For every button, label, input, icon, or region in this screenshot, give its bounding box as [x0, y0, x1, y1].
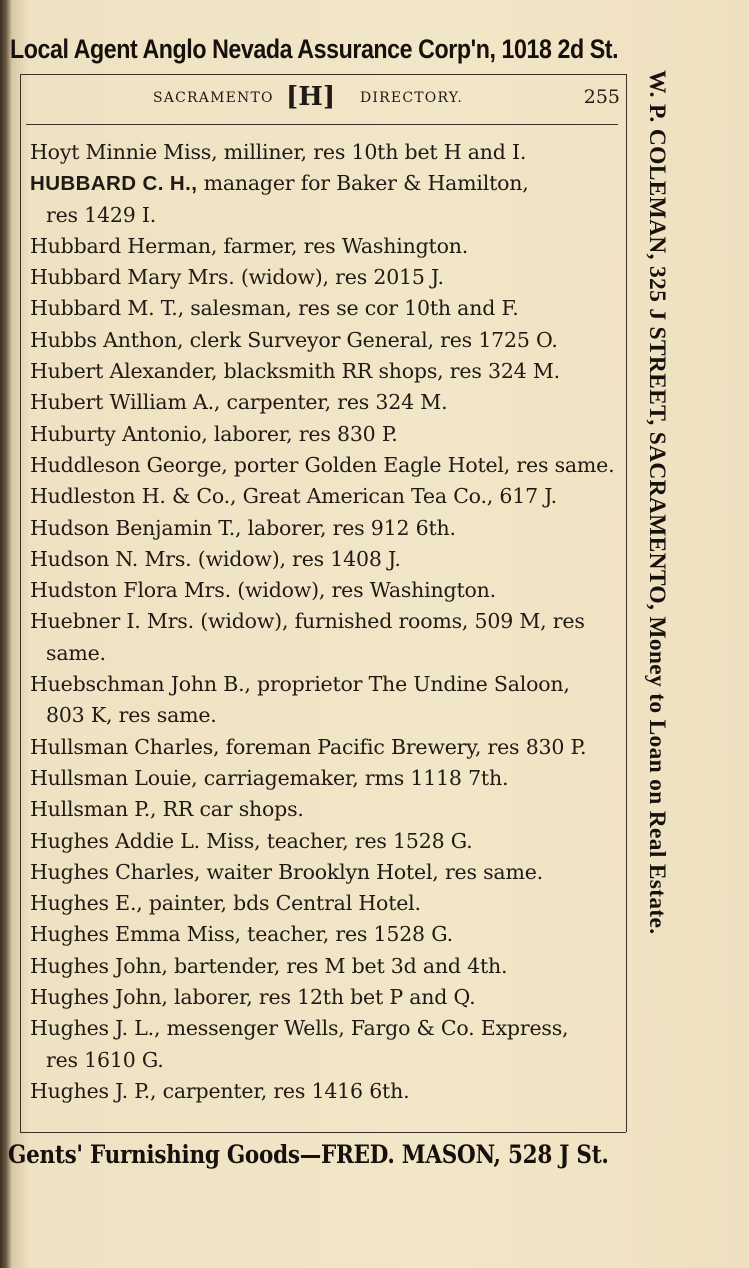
entry-line: Hughes J. P., carpenter, res 1416 6th. [30, 1078, 410, 1103]
directory-entry [30, 857, 620, 888]
entry-line: Hughes John, laborer, res 12th bet P and Q. [30, 985, 476, 1010]
directory-entry [30, 325, 620, 356]
frame-left-rule [20, 74, 21, 1132]
directory-entry [30, 262, 620, 293]
directory-entry [30, 732, 620, 763]
directory-entry [30, 419, 620, 450]
directory-entry [30, 1013, 620, 1076]
directory-entry [30, 669, 620, 732]
running-head-directory: DIRECTORY. [360, 90, 464, 106]
entry-line: Huburty Antonio, laborer, res 830 P. [30, 421, 398, 446]
directory-entry [30, 606, 620, 669]
entry-line: Hullsman P., RR car shops. [30, 797, 304, 822]
entry-line: Hughes Addie L. Miss, teacher, res 1528 G. [30, 828, 473, 853]
frame-right-rule [626, 74, 627, 1132]
directory-entry [30, 231, 620, 262]
entry-line: Hudleston H. & Co., Great American Tea Co., 617 J. [30, 484, 557, 509]
bottom-advertisement-banner: Gents' Furnishing Goods—FRED. MASON, 528 J St. [8, 1140, 609, 1169]
entry-line: Hubbard Mary Mrs. (widow), res 2015 J. [30, 265, 444, 290]
entry-line: manager for Baker & Hamilton, [197, 171, 529, 196]
entry-line: Hughes John, bartender, res M bet 3d and 4th. [30, 953, 508, 978]
directory-entry [30, 1076, 620, 1107]
directory-entry [30, 293, 620, 324]
entry-continuation-line: 803 K, res same. [46, 703, 217, 728]
directory-entry [30, 888, 620, 919]
running-head-section-letter: [H] [286, 82, 336, 112]
running-head [28, 84, 620, 116]
directory-entry [30, 951, 620, 982]
entry-line: Hubert William A., carpenter, res 324 M. [30, 390, 448, 415]
entry-line: Hullsman Charles, foreman Pacific Brewery, res 830 P. [30, 734, 587, 759]
entry-line: Hubert Alexander, blacksmith RR shops, res 324 M. [30, 359, 560, 384]
entry-line: Hullsman Louie, carriagemaker, rms 1118 7th. [30, 765, 509, 790]
directory-entry [30, 387, 620, 418]
entry-line: Huebner I. Mrs. (widow), furnished rooms, 509 M, res [30, 609, 585, 634]
directory-entry [30, 168, 620, 231]
directory-entries [30, 137, 620, 1107]
entry-line: Hudston Flora Mrs. (widow), res Washington. [30, 578, 496, 603]
entry-continuation-line: res 1610 G. [46, 1047, 164, 1072]
directory-entry [30, 982, 620, 1013]
entry-line: Hubbs Anthon, clerk Surveyor General, res 1725 O. [30, 327, 558, 352]
directory-entry [30, 356, 620, 387]
running-head-rule [26, 124, 618, 125]
frame-top-rule [20, 74, 626, 75]
entry-line: Hughes E., painter, bds Central Hotel. [30, 891, 421, 916]
directory-entry [30, 450, 620, 481]
entry-line: Hudson Benjamin T., laborer, res 912 6th. [30, 515, 456, 540]
entry-name-bold: HUBBARD C. H., [30, 172, 198, 196]
directory-entry [30, 826, 620, 857]
directory-entry [30, 763, 620, 794]
entry-continuation-line: res 1429 I. [46, 202, 157, 227]
directory-entry [30, 481, 620, 512]
page-number: 255 [583, 86, 620, 108]
directory-entry [30, 544, 620, 575]
entry-line: Hughes Charles, waiter Brooklyn Hotel, res same. [30, 859, 543, 884]
entry-line: Huebschman John B., proprietor The Undine Saloon, [30, 672, 570, 697]
running-head-city: SACRAMENTO [153, 90, 274, 106]
side-advertisement-banner: W. P. COLEMAN, 325 J STREET, SACRAMENTO, Money to Loan on Real Estate. [644, 70, 670, 935]
directory-entry [30, 794, 620, 825]
frame-bottom-rule [20, 1132, 626, 1133]
entry-line: Hoyt Minnie Miss, milliner, res 10th bet H and I. [30, 140, 527, 164]
entry-continuation-line: same. [46, 640, 106, 665]
entry-line: Hudson N. Mrs. (widow), res 1408 J. [30, 546, 401, 571]
top-advertisement-banner: Local Agent Anglo Nevada Assurance Corp'n, 1018 2d St. [10, 34, 619, 64]
directory-entry [30, 575, 620, 606]
entry-line: Hubbard Herman, farmer, res Washington. [30, 233, 469, 258]
entry-line: Hughes Emma Miss, teacher, res 1528 G. [30, 922, 453, 947]
entry-line: Huddleson George, porter Golden Eagle Hotel, res same. [30, 452, 615, 477]
directory-entry [30, 513, 620, 544]
entry-line: Hubbard M. T., salesman, res se cor 10th and F. [30, 296, 519, 321]
entry-line: Hughes J. L., messenger Wells, Fargo & Co. Express, [30, 1016, 569, 1041]
directory-entry [30, 919, 620, 950]
directory-entry [30, 137, 620, 168]
